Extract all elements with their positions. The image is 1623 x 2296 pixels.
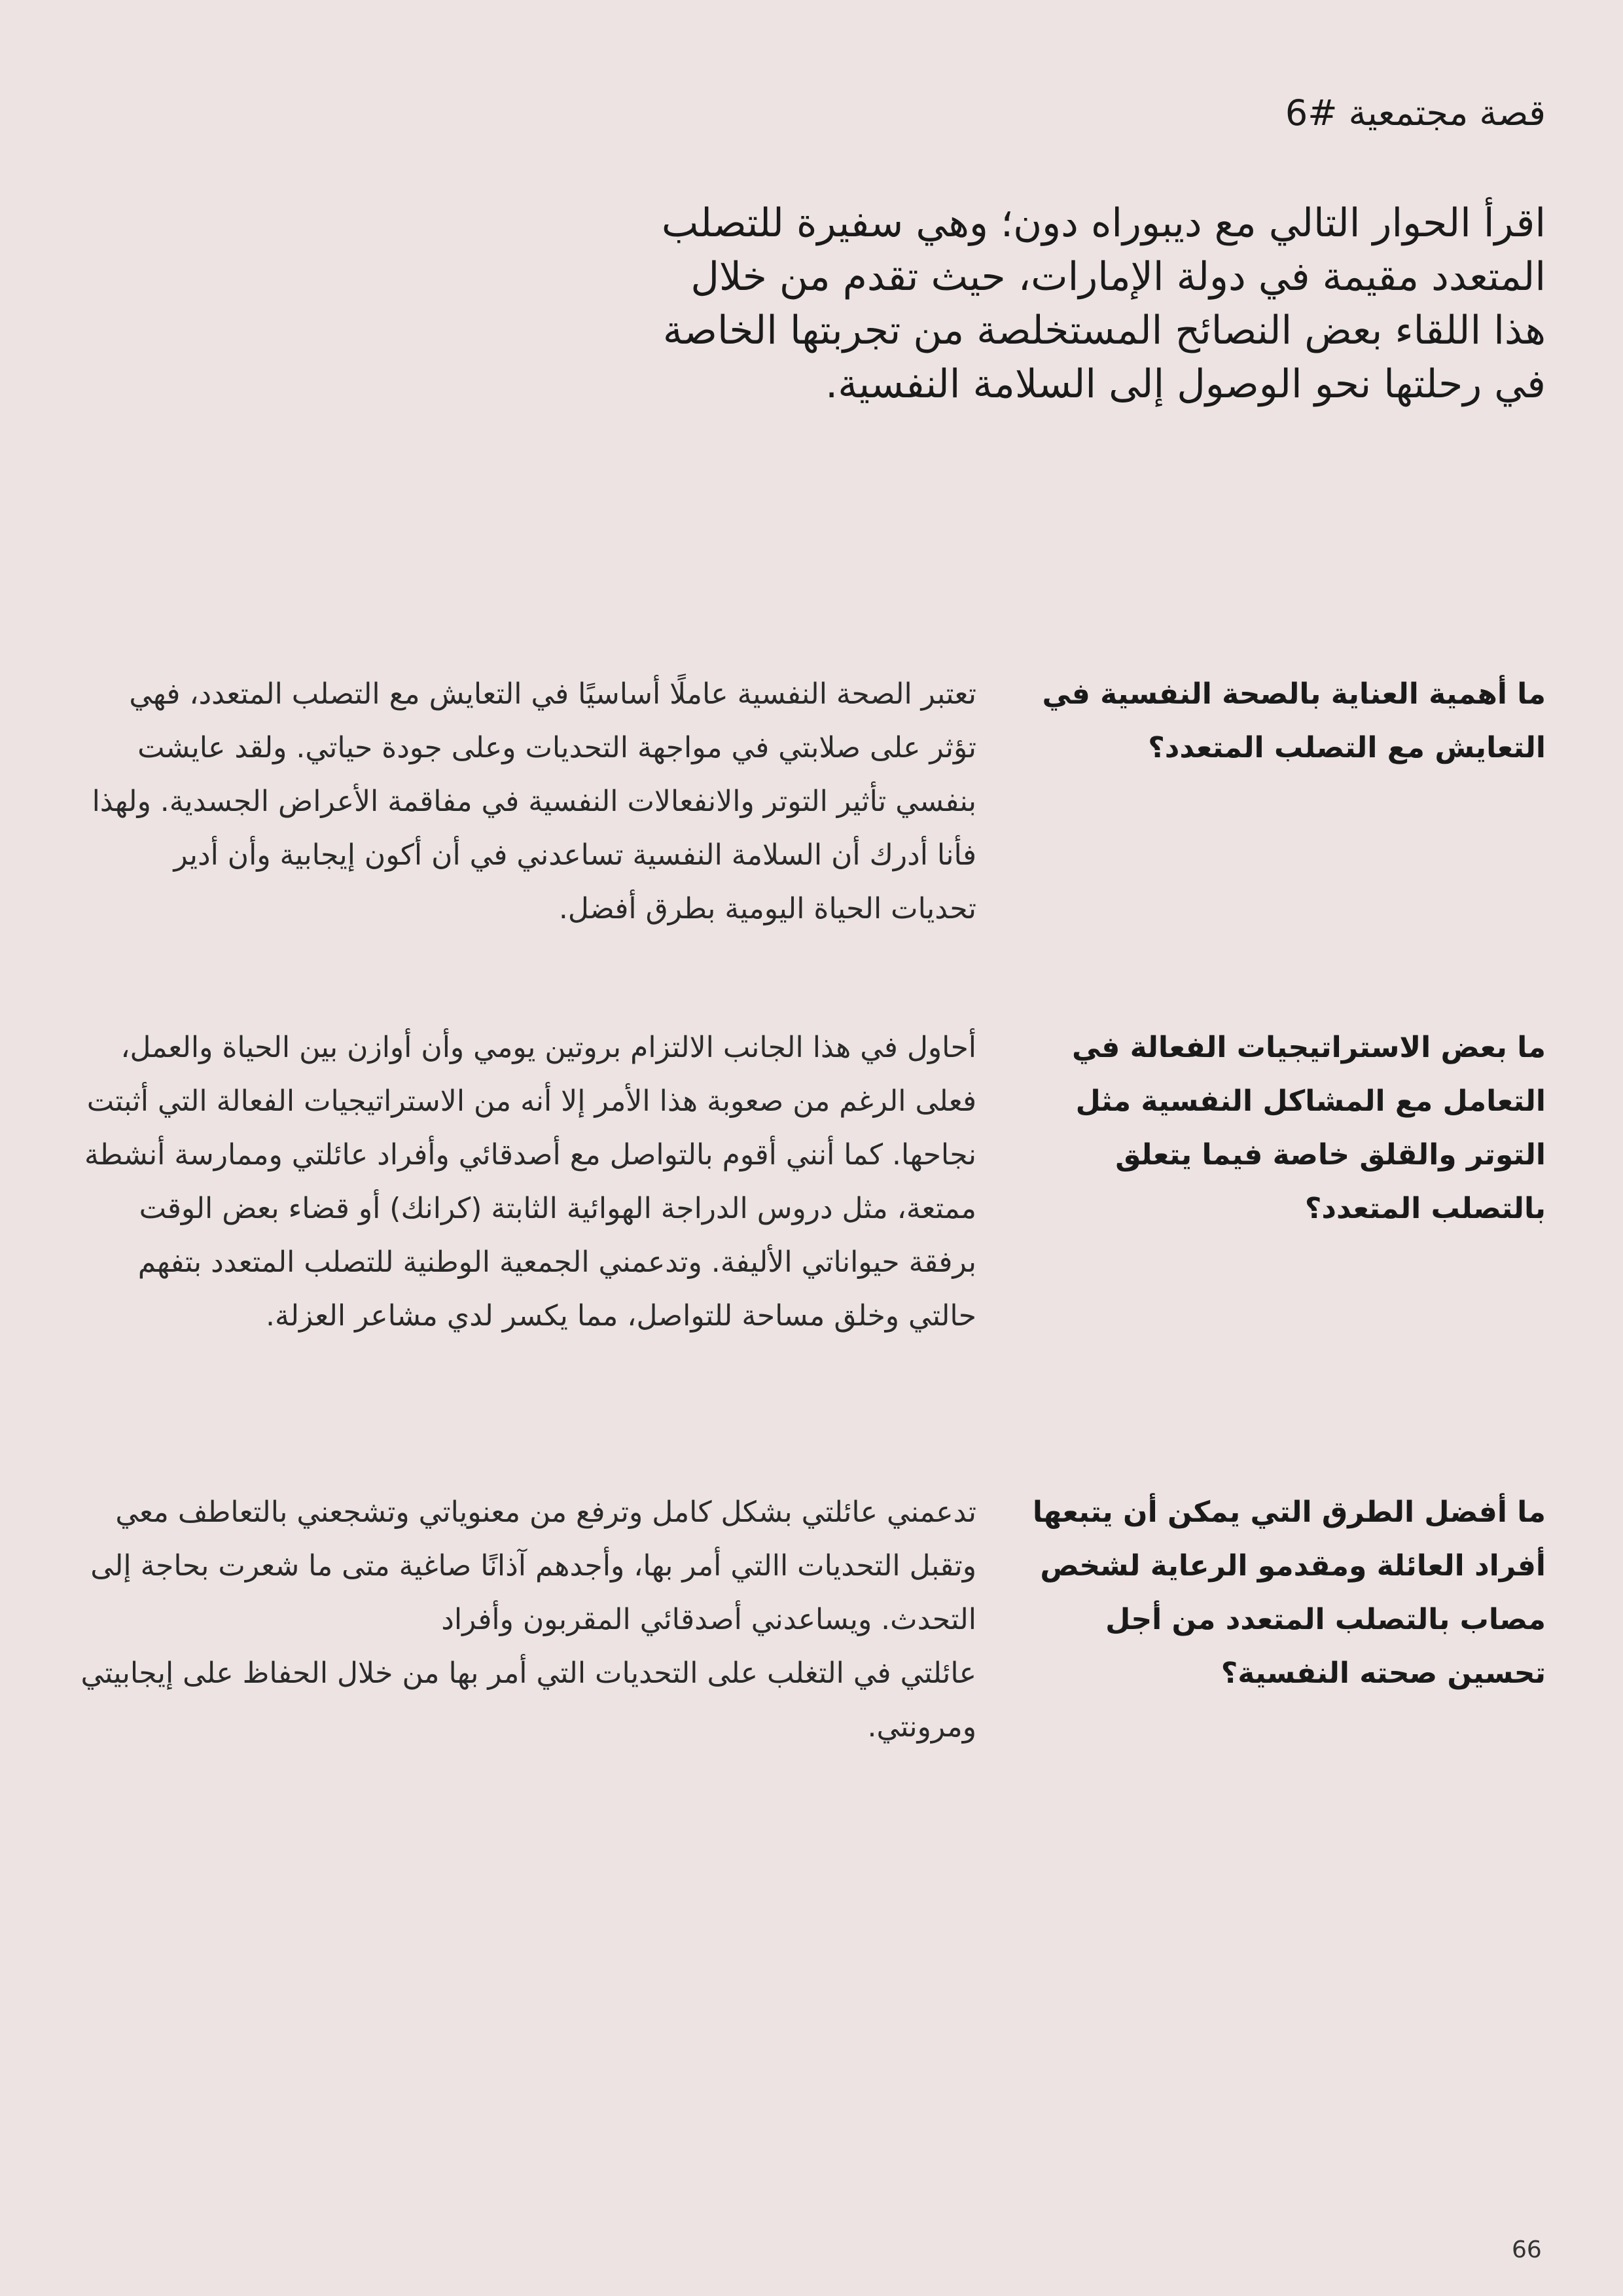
qa-item bbox=[80, 668, 1546, 1060]
question-text: ما أفضل الطرق التي يمكن أن يتبعها أفراد العائلة ومقدمو الرعاية لشخص مصاب بالتصلب المتعدد من أجل تحسين صحته النفسية؟ bbox=[1032, 1496, 1546, 1690]
qa-item bbox=[80, 1021, 1546, 1414]
answer-text bbox=[80, 1486, 976, 1754]
answer-line: تدعمني عائلتي بشكل كامل وترفع من معنوياتي وتشجعني بالتعاطف معي وتقبل التحديات االتي أمر بها، وأجدهم آذانًا صاغية متى ما شعرت بحاجة إلى التحدث. ويساعدني أصدقائي المقربون وأفراد bbox=[90, 1496, 976, 1636]
page-title: قصة مجتمعية #6 bbox=[1285, 92, 1546, 134]
question-text: ما أهمية العناية بالصحة النفسية في التعايش مع التصلب المتعدد؟ bbox=[1042, 677, 1546, 764]
answer-text: أحاول في هذا الجانب الالتزام بروتين يومي وأن أوازن بين الحياة والعمل، فعلى الرغم من صعوبة هذا الأمر إلا أنه من الاستراتيجيات الفعالة التي أثبتت نجاحها. كما أنني أقوم بالتواصل مع أصدقائي وأفراد عائلتي وممارسة أنشطة ممتعة، مثل دروس الدراجة الهوائية الثابتة (كرانك) أو قضاء بعض الوقت برفقة حيواناتي الأليفة. وتدعمني الجمعية الوطنية للتصلب المتعدد بتفهم حالتي وخلق مساحة للتواصل، مما يكسر لدي مشاعر العزلة. bbox=[84, 1031, 976, 1333]
question-text: ما بعض الاستراتيجيات الفعالة في التعامل مع المشاكل النفسية مثل التوتر والقلق خاصة فيما يتعلق بالتصلب المتعدد؟ bbox=[1071, 1031, 1546, 1225]
intro-paragraph: اقرأ الحوار التالي مع ديبوراه دون؛ وهي سفيرة للتصلب المتعدد مقيمة في دولة الإمارات، حيث تقدم من خلال هذا اللقاء بعض النصائح المستخلصة من تجربتها الخاصة في رحلتها نحو الوصول إلى السلامة النفسية. bbox=[661, 200, 1546, 407]
page-number: 66 bbox=[1512, 2236, 1542, 2263]
answer-text: تعتبر الصحة النفسية عاملًا أساسيًا في التعايش مع التصلب المتعدد، فهي تؤثر على صلابتي في مواجهة التحديات وعلى جودة حياتي. ولقد عايشت بنفسي تأثير التوتر والانفعالات النفسية في مفاقمة الأعراض الجسدية. ولهذا فأنا أدرك أن السلامة النفسية تساعدني في أن أكون إيجابية وأن أدير تحديات الحياة اليومية بطرق أفضل. bbox=[92, 677, 976, 925]
answer-line: عائلتي في التغلب على التحديات التي أمر بها من خلال الحفاظ على إيجابيتي ومرونتي. bbox=[80, 1657, 976, 1744]
qa-item bbox=[80, 1486, 1546, 1878]
